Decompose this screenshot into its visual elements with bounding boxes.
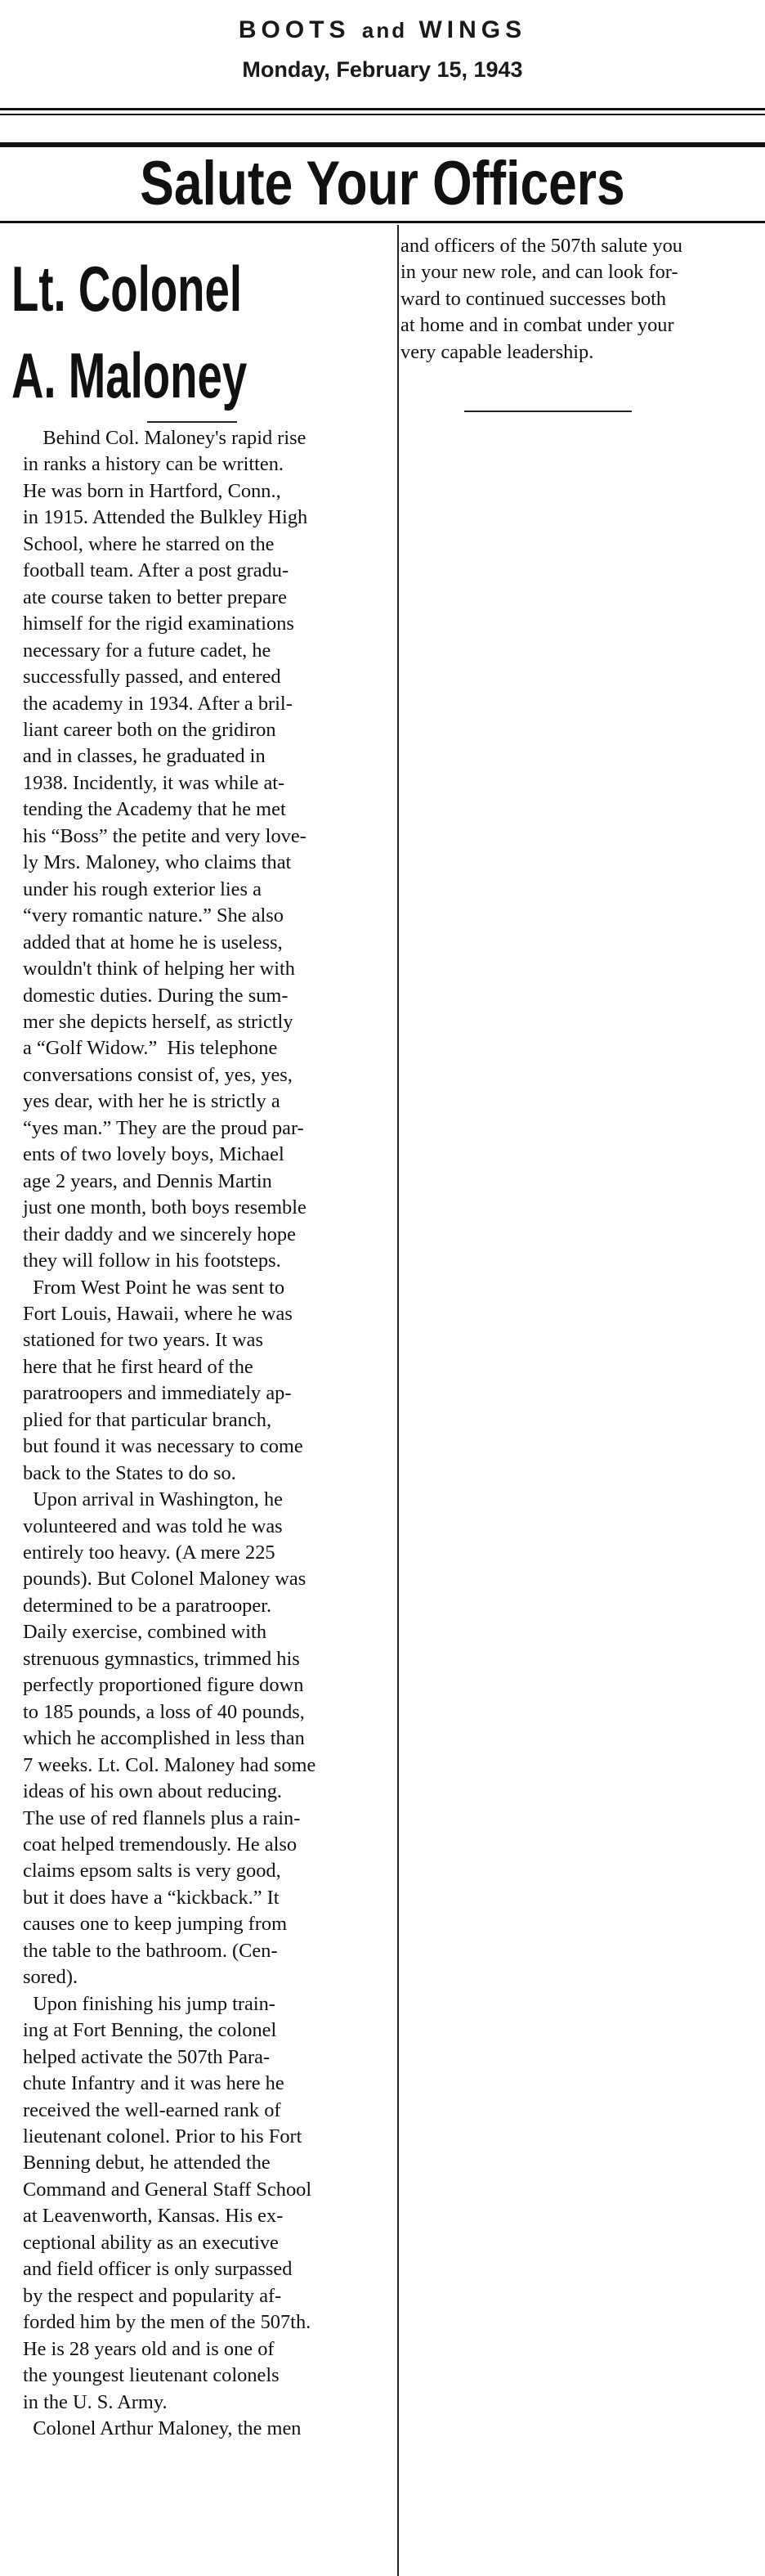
article-headline — [11, 245, 252, 419]
body-text-line: Benning debut, he attended the — [23, 2152, 271, 2174]
body-text-line: Upon finishing his jump train- — [23, 1992, 275, 2015]
body-text-line: plied for that particular branch, — [23, 1408, 272, 1431]
body-text-line: the academy in 1934. After a bril- — [23, 692, 293, 715]
body-text-line: ate course taken to better prepare — [23, 586, 287, 608]
paper-name-boots: BOOTS — [238, 16, 351, 43]
body-text-line: forded him by the men of the 507th. — [23, 2311, 311, 2334]
body-text-line: The use of red flannels plus a rain- — [23, 1806, 301, 1829]
paper-name — [0, 16, 765, 44]
article-body-left-column — [23, 425, 396, 2442]
body-text-line: necessary for a future cadet, he — [23, 639, 271, 662]
body-text-line: sored). — [23, 1966, 78, 1989]
body-text-line: but it does have a “kickback.” It — [23, 1886, 280, 1909]
paper-name-and: and — [361, 18, 408, 43]
body-text-line: here that he first heard of the — [23, 1355, 253, 1378]
body-text-line: added that at home he is useless, — [23, 931, 283, 954]
body-text-line: volunteered and was told he was — [23, 1515, 283, 1537]
body-text-line: tending the Academy that he met — [23, 798, 286, 821]
body-text-line: helped activate the 507th Para- — [23, 2045, 271, 2068]
issue-date: Monday, February 15, 1943 — [242, 57, 523, 82]
body-text-line: Colonel Arthur Maloney, the men — [23, 2417, 302, 2439]
body-text-line: paratroopers and immediately ap- — [23, 1382, 292, 1405]
body-text-line: they will follow in his footsteps. — [23, 1250, 281, 1272]
body-text-line: Upon arrival in Washington, he — [23, 1488, 283, 1511]
body-text-line: Behind Col. Maloney's rapid rise — [23, 427, 306, 449]
body-text-line: coat helped tremendously. He also — [23, 1833, 298, 1856]
body-text-line: ideas of his own about reducing. — [23, 1780, 283, 1803]
body-text-line: to 185 pounds, a loss of 40 pounds, — [23, 1700, 305, 1723]
body-text-line: and officers of the 507th salute you — [400, 235, 682, 257]
body-text-line: He was born in Hartford, Conn., — [23, 479, 281, 502]
body-text-line: strenuous gymnastics, trimmed his — [23, 1647, 300, 1670]
body-text-line: at home and in combat under your — [400, 314, 674, 337]
headline-line-1: Lt. Colonel — [11, 253, 243, 325]
body-text-line: causes one to keep jumping from — [23, 1913, 288, 1936]
body-text-line: determined to be a paratrooper. — [23, 1594, 272, 1617]
column-divider — [397, 225, 399, 2576]
body-text-line: wouldn't think of helping her with — [23, 958, 295, 981]
body-text-line: very capable leadership. — [400, 340, 594, 363]
section-rule-bottom — [0, 221, 765, 223]
body-text-line: and in classes, he graduated in — [23, 745, 266, 768]
body-text-line: their daddy and we sincerely hope — [23, 1223, 296, 1245]
body-text-line: stationed for two years. It was — [23, 1329, 263, 1352]
body-text-line: himself for the rigid examinations — [23, 613, 294, 635]
body-text-line: by the respect and popularity af- — [23, 2284, 282, 2307]
body-text-line: 1938. Incidently, it was while at- — [23, 771, 285, 794]
body-text-line: pounds). But Colonel Maloney was — [23, 1568, 306, 1591]
body-text-line: School, where he starred on the — [23, 532, 275, 555]
body-text-line: a “Golf Widow.” His telephone — [23, 1037, 278, 1060]
body-text-line: at Leavenworth, Kansas. His ex- — [23, 2205, 284, 2228]
body-text-line: liant career both on the gridiron — [23, 718, 276, 741]
body-text-line: ing at Fort Benning, the colonel — [23, 2019, 277, 2042]
body-text-line: lieutenant colonel. Prior to his Fort — [23, 2125, 302, 2147]
body-text-line: in 1915. Attended the Bulkley High — [23, 506, 308, 529]
article-end-rule — [464, 411, 632, 412]
body-text-line: football team. After a post gradu- — [23, 559, 289, 582]
body-text-line: “very romantic nature.” She also — [23, 904, 284, 927]
body-text-line: entirely too heavy. (A mere 225 — [23, 1542, 275, 1564]
masthead-rule-bottom — [0, 114, 765, 115]
body-text-line: but found it was necessary to come — [23, 1435, 303, 1458]
body-text-line: Daily exercise, combined with — [23, 1621, 267, 1644]
body-text-line: received the well-earned rank of — [23, 2098, 281, 2121]
body-text-line: ents of two lovely boys, Michael — [23, 1143, 284, 1166]
body-text-line: in the U. S. Army. — [23, 2390, 168, 2413]
body-text-line: the youngest lieutenant colonels — [23, 2364, 280, 2387]
body-text-line: which he accomplished in less than — [23, 1727, 305, 1750]
body-text-line: chute Infantry and it was here he — [23, 2072, 284, 2095]
body-text-line: the table to the bathroom. (Cen- — [23, 1939, 278, 1962]
masthead-rule-top — [0, 108, 765, 110]
body-text-line: conversations consist of, yes, yes, — [23, 1063, 293, 1086]
body-text-line: age 2 years, and Dennis Martin — [23, 1169, 272, 1192]
body-text-line: and field officer is only surpassed — [23, 2258, 293, 2281]
body-text-line: just one month, both boys resemble — [23, 1196, 306, 1219]
body-text-line: Command and General Staff School — [23, 2178, 312, 2201]
body-text-line: successfully passed, and entered — [23, 666, 281, 689]
headline-line-2: A. Maloney — [11, 339, 248, 411]
body-text-line: claims epsom salts is very good, — [23, 1860, 281, 1883]
body-text-line: From West Point he was sent to — [23, 1276, 285, 1299]
body-text-line: back to the States to do so. — [23, 1461, 236, 1484]
body-text-line: under his rough exterior lies a — [23, 877, 262, 900]
body-text-line: his “Boss” the petite and very love- — [23, 824, 306, 847]
body-text-line: in your new role, and can look for- — [400, 261, 678, 284]
body-text-line: ly Mrs. Maloney, who claims that — [23, 851, 292, 874]
body-text-line: ward to continued successes both — [400, 287, 667, 310]
body-text-line: domestic duties. During the sum- — [23, 984, 289, 1007]
body-text-line: in ranks a history can be written. — [23, 453, 284, 476]
body-text-line: yes dear, with her he is strictly a — [23, 1090, 280, 1113]
body-text-line: 7 weeks. Lt. Col. Maloney had some — [23, 1753, 316, 1776]
body-text-line: He is 28 years old and is one of — [23, 2337, 275, 2360]
body-text-line: ceptional ability as an executive — [23, 2231, 279, 2254]
section-title: Salute Your Officers — [140, 149, 625, 218]
article-body-right-column — [400, 233, 752, 366]
body-text-line: Fort Louis, Hawaii, where he was — [23, 1302, 293, 1325]
headline-divider — [147, 421, 237, 423]
body-text-line: perfectly proportioned figure down — [23, 1674, 304, 1697]
body-text-line: mer she depicts herself, as strictly — [23, 1010, 293, 1033]
body-text-line: “yes man.” They are the proud par- — [23, 1116, 304, 1139]
paper-name-wings: WINGS — [418, 16, 527, 43]
